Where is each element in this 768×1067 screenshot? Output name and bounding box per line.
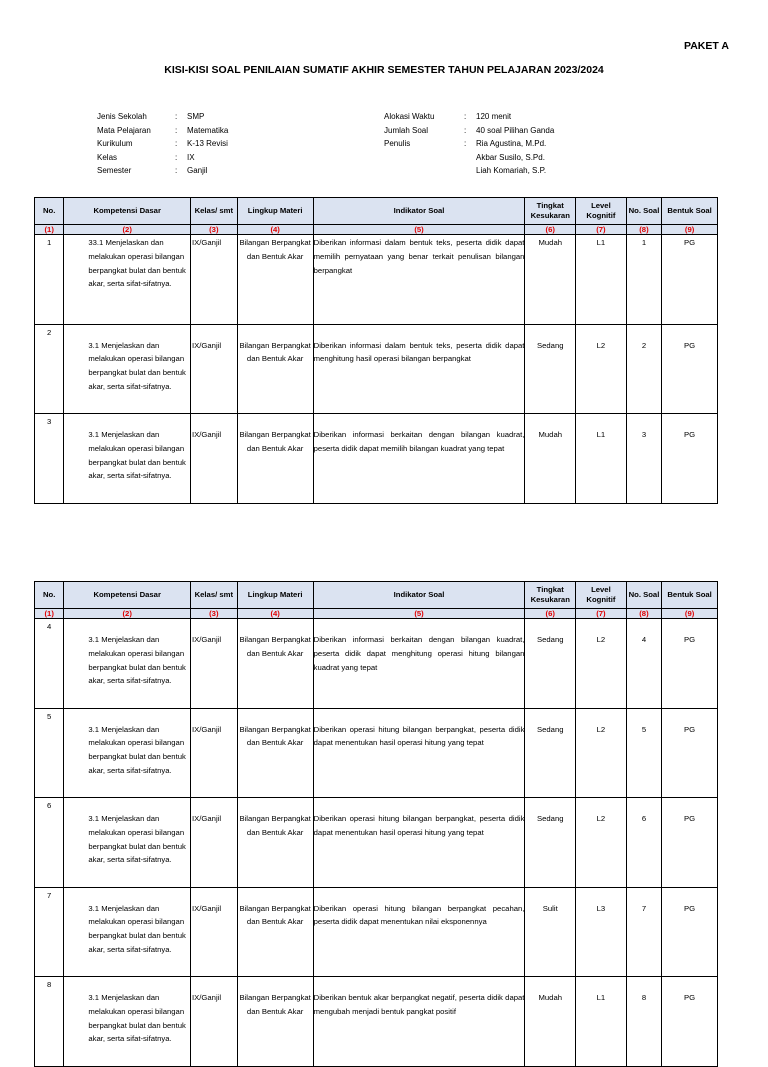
meta-value: K-13 Revisi xyxy=(187,139,228,149)
document-title: KISI-KISI SOAL PENILAIAN SUMATIF AKHIR SEMESTER TAHUN PELAJARAN 2023/2024 xyxy=(164,64,604,76)
row-number-cell: 5 xyxy=(35,708,64,798)
meta-key: Alokasi Waktu xyxy=(384,112,435,121)
level-kognitif-cell: L1 xyxy=(576,414,627,504)
kisi-table-2 xyxy=(34,581,718,1067)
meta-row xyxy=(384,164,554,178)
row-number-cell: 6 xyxy=(35,798,64,888)
meta-row: Kurikulum : K-13 Revisi xyxy=(97,137,228,151)
indikator-soal-cell: Diberikan informasi dalam bentuk teks, peserta didik dapat memilih pernyataan yang benar terkait penulisan bilangan berpangkat xyxy=(313,235,525,325)
kompetensi-dasar-cell: 33.1 Menjelaskan dan melakukan operasi bilangan berpangkat bulat dan bentuk akar, serta sifat-sifatnya. xyxy=(64,235,191,325)
col-header: No. xyxy=(35,198,64,225)
col-header: Tingkat Kesukaran xyxy=(525,582,576,609)
meta-row: Jenis Sekolah : SMP xyxy=(97,110,228,124)
bentuk-soal-cell: PG xyxy=(662,324,718,414)
level-kognitif-cell: L1 xyxy=(576,235,627,325)
indikator-soal-cell: Diberikan operasi hitung bilangan berpangkat, peserta didik dapat menentukan hasil operasi hitung yang tepat xyxy=(313,798,525,888)
header-row xyxy=(35,198,718,225)
level-kognitif-cell: L2 xyxy=(576,708,627,798)
meta-value: SMP xyxy=(187,112,205,121)
bentuk-soal-cell: PG xyxy=(662,414,718,504)
indikator-soal-cell: Diberikan informasi berkaitan dengan bilangan kuadrat, peserta didik dapat memilih bilangan kuadrat yang tepat xyxy=(313,414,525,504)
col-header: Bentuk Soal xyxy=(662,582,718,609)
no-soal-cell: 5 xyxy=(626,708,661,798)
table-row xyxy=(35,235,718,325)
kelas-smt-cell: IX/Ganjil xyxy=(191,708,238,798)
meta-value: Ria Agustina, M.Pd. xyxy=(476,139,547,149)
meta-value: IX xyxy=(187,152,195,162)
kelas-smt-cell: IX/Ganjil xyxy=(191,414,238,504)
col-number: (8) xyxy=(626,225,661,235)
col-header: Level Kognitif xyxy=(576,582,627,609)
lingkup-materi-cell: Bilangan Berpangkat dan Bentuk Akar xyxy=(237,887,313,977)
table-row xyxy=(35,977,718,1067)
col-number: (7) xyxy=(576,225,627,235)
level-kognitif-cell: L2 xyxy=(576,798,627,888)
col-number: (6) xyxy=(525,609,576,619)
col-number: (2) xyxy=(64,609,191,619)
table-row xyxy=(35,619,718,709)
column-number-row xyxy=(35,225,718,235)
col-header: Level Kognitif xyxy=(576,198,627,225)
kisi-table-1 xyxy=(34,197,718,504)
level-kognitif-cell: L3 xyxy=(576,887,627,977)
lingkup-materi-cell: Bilangan Berpangkat dan Bentuk Akar xyxy=(237,708,313,798)
no-soal-cell: 4 xyxy=(626,619,661,709)
col-header: Kelas/ smt xyxy=(191,198,238,225)
kompetensi-dasar-cell: 3.1 Menjelaskan dan melakukan operasi bilangan berpangkat bulat dan bentuk akar, serta sifat-sifatnya. xyxy=(64,708,191,798)
bentuk-soal-cell: PG xyxy=(662,619,718,709)
no-soal-cell: 8 xyxy=(626,977,661,1067)
level-kognitif-cell: L2 xyxy=(576,619,627,709)
lingkup-materi-cell: Bilangan Berpangkat dan Bentuk Akar xyxy=(237,619,313,709)
kelas-smt-cell: IX/Ganjil xyxy=(191,324,238,414)
col-header: Indikator Soal xyxy=(313,582,525,609)
header-row xyxy=(35,582,718,609)
col-header: Kompetensi Dasar xyxy=(64,198,191,225)
kelas-smt-cell: IX/Ganjil xyxy=(191,235,238,325)
meta-key xyxy=(384,151,464,165)
col-number: (3) xyxy=(191,609,238,619)
meta-key: Mata Pelajaran xyxy=(97,125,151,135)
col-number: (2) xyxy=(64,225,191,235)
lingkup-materi-cell: Bilangan Berpangkat dan Bentuk Akar xyxy=(237,977,313,1067)
col-header: Kelas/ smt xyxy=(191,582,238,609)
meta-row xyxy=(384,151,554,165)
col-number: (1) xyxy=(35,609,64,619)
table-row xyxy=(35,324,718,414)
col-header: No. Soal xyxy=(626,198,661,225)
meta-value: 40 soal Pilihan Ganda xyxy=(476,125,555,135)
kompetensi-dasar-cell: 3.1 Menjelaskan dan melakukan operasi bilangan berpangkat bulat dan bentuk akar, serta sifat-sifatnya. xyxy=(64,798,191,888)
paket-label: PAKET A xyxy=(684,40,729,52)
col-number: (4) xyxy=(237,225,313,235)
col-number: (9) xyxy=(662,609,718,619)
meta-row: Jumlah Soal : 40 soal Pilihan Ganda xyxy=(384,124,554,138)
table-row xyxy=(35,708,718,798)
meta-right xyxy=(384,110,554,178)
level-kognitif-cell: L1 xyxy=(576,977,627,1067)
meta-row: Alokasi Waktu : 120 menit xyxy=(384,110,554,124)
col-header: Kompetensi Dasar xyxy=(64,582,191,609)
table-row xyxy=(35,414,718,504)
meta-value: Ganjil xyxy=(187,166,208,176)
tingkat-kesukaran-cell: Mudah xyxy=(525,414,576,504)
indikator-soal-cell: Diberikan operasi hitung bilangan berpangkat pecahan, peserta didik dapat menentukan nilai eksponennya xyxy=(313,887,525,977)
tingkat-kesukaran-cell: Mudah xyxy=(525,235,576,325)
meta-row: Semester : Ganjil xyxy=(97,164,228,178)
tingkat-kesukaran-cell: Sedang xyxy=(525,798,576,888)
col-header: Lingkup Materi xyxy=(237,198,313,225)
no-soal-cell: 2 xyxy=(626,324,661,414)
col-header: Bentuk Soal xyxy=(662,198,718,225)
meta-value: 120 menit xyxy=(476,112,512,121)
col-header: Tingkat Kesukaran xyxy=(525,198,576,225)
no-soal-cell: 1 xyxy=(626,235,661,325)
no-soal-cell: 3 xyxy=(626,414,661,504)
lingkup-materi-cell: Bilangan Berpangkat dan Bentuk Akar xyxy=(237,324,313,414)
indikator-soal-cell: Diberikan bentuk akar berpangkat negatif, peserta didik dapat mengubah menjadi bentuk pangkat positif xyxy=(313,977,525,1067)
col-header: Lingkup Materi xyxy=(237,582,313,609)
kelas-smt-cell: IX/Ganjil xyxy=(191,798,238,888)
col-number: (5) xyxy=(313,225,525,235)
lingkup-materi-cell: Bilangan Berpangkat dan Bentuk Akar xyxy=(237,798,313,888)
kompetensi-dasar-cell: 3.1 Menjelaskan dan melakukan operasi bilangan berpangkat bulat dan bentuk akar, serta sifat-sifatnya. xyxy=(64,619,191,709)
col-number: (5) xyxy=(313,609,525,619)
col-number: (9) xyxy=(662,225,718,235)
indikator-soal-cell: Diberikan informasi dalam bentuk teks, peserta didik dapat menghitung hasil operasi bilangan berpangkat xyxy=(313,324,525,414)
meta-key: Jumlah Soal xyxy=(384,125,429,135)
lingkup-materi-cell: Bilangan Berpangkat dan Bentuk Akar xyxy=(237,414,313,504)
meta-key: Semester xyxy=(97,166,132,176)
row-number-cell: 2 xyxy=(35,324,64,414)
col-number: (6) xyxy=(525,225,576,235)
indikator-soal-cell: Diberikan informasi berkaitan dengan bilangan kuadrat, peserta didik dapat menghitung operasi hitung bilangan kuadrat yang tepat xyxy=(313,619,525,709)
row-number-cell: 3 xyxy=(35,414,64,504)
row-number-cell: 4 xyxy=(35,619,64,709)
row-number-cell: 7 xyxy=(35,887,64,977)
col-header: No. xyxy=(35,582,64,609)
meta-key: Jenis Sekolah xyxy=(97,112,147,121)
table-row xyxy=(35,887,718,977)
col-header: Indikator Soal xyxy=(313,198,525,225)
bentuk-soal-cell: PG xyxy=(662,887,718,977)
kompetensi-dasar-cell: 3.1 Menjelaskan dan melakukan operasi bilangan berpangkat bulat dan bentuk akar, serta sifat-sifatnya. xyxy=(64,977,191,1067)
col-number: (7) xyxy=(576,609,627,619)
col-number: (1) xyxy=(35,225,64,235)
table-row xyxy=(35,798,718,888)
meta-value: Akbar Susilo, S.Pd. xyxy=(476,152,545,162)
tingkat-kesukaran-cell: Mudah xyxy=(525,977,576,1067)
col-number: (4) xyxy=(237,609,313,619)
no-soal-cell: 6 xyxy=(626,798,661,888)
lingkup-materi-cell: Bilangan Berpangkat dan Bentuk Akar xyxy=(237,235,313,325)
col-header: No. Soal xyxy=(626,582,661,609)
tingkat-kesukaran-cell: Sedang xyxy=(525,619,576,709)
kompetensi-dasar-cell: 3.1 Menjelaskan dan melakukan operasi bilangan berpangkat bulat dan bentuk akar, serta sifat-sifatnya. xyxy=(64,414,191,504)
meta-row: Penulis : Ria Agustina, M.Pd. xyxy=(384,137,554,151)
indikator-soal-cell: Diberikan operasi hitung bilangan berpangkat, peserta didik dapat menentukan hasil operasi hitung yang tepat xyxy=(313,708,525,798)
meta-left xyxy=(97,110,228,178)
kompetensi-dasar-cell: 3.1 Menjelaskan dan melakukan operasi bilangan berpangkat bulat dan bentuk akar, serta sifat-sifatnya. xyxy=(64,324,191,414)
row-number-cell: 1 xyxy=(35,235,64,325)
level-kognitif-cell: L2 xyxy=(576,324,627,414)
tingkat-kesukaran-cell: Sedang xyxy=(525,324,576,414)
meta-key xyxy=(384,164,464,178)
col-number: (8) xyxy=(626,609,661,619)
kelas-smt-cell: IX/Ganjil xyxy=(191,887,238,977)
no-soal-cell: 7 xyxy=(626,887,661,977)
meta-key: Kelas xyxy=(97,152,118,162)
bentuk-soal-cell: PG xyxy=(662,798,718,888)
meta-row: Kelas : IX xyxy=(97,151,228,165)
col-number: (3) xyxy=(191,225,238,235)
row-number-cell: 8 xyxy=(35,977,64,1067)
meta-row: Mata Pelajaran : Matematika xyxy=(97,124,228,138)
bentuk-soal-cell: PG xyxy=(662,977,718,1067)
bentuk-soal-cell: PG xyxy=(662,235,718,325)
column-number-row xyxy=(35,609,718,619)
kelas-smt-cell: IX/Ganjil xyxy=(191,619,238,709)
meta-value: Matematika xyxy=(187,125,229,135)
tingkat-kesukaran-cell: Sedang xyxy=(525,708,576,798)
meta-key: Penulis xyxy=(384,139,411,149)
tingkat-kesukaran-cell: Sulit xyxy=(525,887,576,977)
meta-value: Liah Komariah, S.P. xyxy=(476,166,547,176)
bentuk-soal-cell: PG xyxy=(662,708,718,798)
kompetensi-dasar-cell: 3.1 Menjelaskan dan melakukan operasi bilangan berpangkat bulat dan bentuk akar, serta sifat-sifatnya. xyxy=(64,887,191,977)
meta-key: Kurikulum xyxy=(97,139,133,149)
kelas-smt-cell: IX/Ganjil xyxy=(191,977,238,1067)
